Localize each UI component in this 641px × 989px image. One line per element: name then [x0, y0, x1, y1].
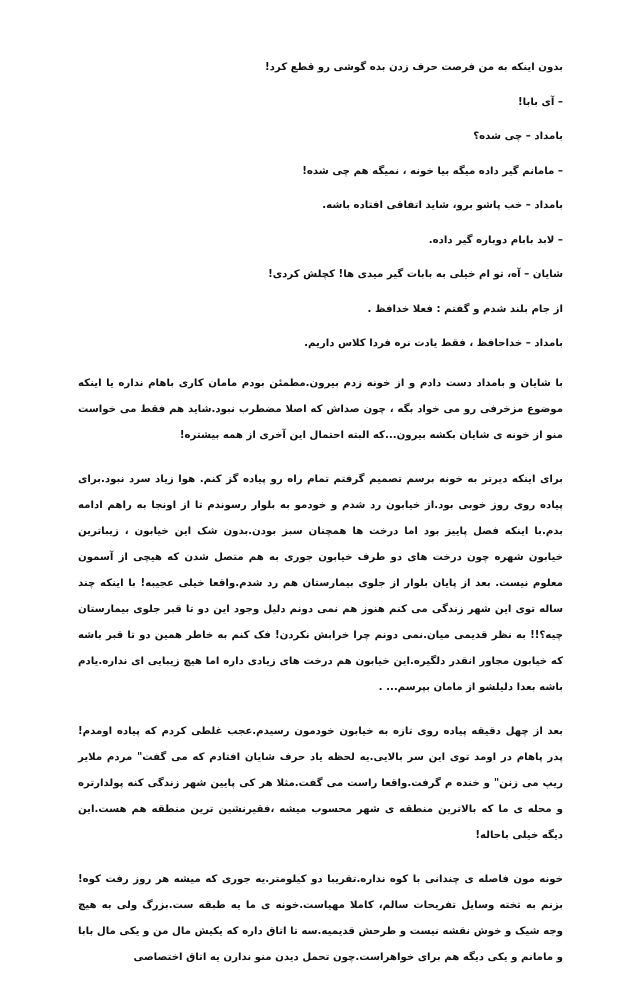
body-paragraph: برای اینکه دیرتر به خونه برسم تصمیم گرفتم تمام راه رو پیاده گز کنم. هوا زیاد سرد نبود.برای پیاده روی روز خوبی بود.از خیابون رد شدم و خودمو به بلوار رسوندم تا از اونجا به راهم ادامه بدم.با اینکه فصل پاییز بود اما درخت ها همچنان سبز بودن.بدون شک این خیابون ، زیباترین خیابون شهره چون درخت های دو طرف خیابون جوری به هم متصل شدن که هیچی از آسمون معلوم نیست. بعد از پایان بلوار از جلوی بیمارستان هم رد شدم.واقعا خیلی عجیبه! با اینکه چند ساله توی این شهر زندگی می کنم هنوز هم نمی دونم دلیل وجود این دو تا قبر جلوی بیمارستان چیه؟!! به نظر قدیمی میان.نمی دونم چرا خرابش نکردن! فک کنم به خاطر همین دو تا قبر باشه که خیابون مجاور انقدر دلگیره.این خیابون هم درخت های زیادی داره اما هیچ زیبایی ای نداره.یادم باشه بعدا دلیلشو از مامان بپرسم... .	[78, 473, 563, 693]
body-paragraph: خونه مون فاصله ی چندانی با کوه نداره.تقریبا دو کیلومتر.یه جوری که میشه هر روز رفت کوه! بزنم به تخته وسایل تفریحات سالم، کاملا مهیاست.خونه ی ما یه طبقه ست.بزرگ ولی به هیچ وجه شیک و خوش نقشه نیست و طرحش قدیمیه.سه تا اتاق داره که یکیش مال من و یکی مال بابا و مامانم و یکی دیگه هم برای خواهراست.چون تحمل دیدن منو ندارن یه اتاق اختصاصی	[78, 873, 563, 963]
dialogue-line: بامداد – خداحافظ ، فقط یادت نره فردا کلاس داریم.	[304, 338, 563, 349]
body-paragraph: با شایان و بامداد دست دادم و از خونه زدم بیرون.مطمئن بودم مامان کاری باهام نداره یا اینکه موضوع مزخرفی رو می خواد بگه ، چون صداش که اصلا مضطرب نبود.شاید هم فقط می خواست منو از خونه ی شایان بکشه بیرون...که البته احتمال این آخری از همه بیشتره!	[78, 377, 563, 441]
body-paragraph: بعد از چهل دقیقه پیاده روی تازه به خیابون خودمون رسیدم.عجب غلطی کردم که پیاده اومدم! پدر پاهام در اومد توی این سر بالایی.یه لحظه یاد حرف شایان افتادم که می گفت" مردم ملایر ریپ می زنن" و خنده م گرفت.واقعا راست می گفت.مثلا هر کی پایین شهر زندگی کنه پولدارتره و محله ی ما که بالاترین منطقه ی شهر محسوب میشه ،فقیرنشین ترین منطقه هم هست.این دیگه خیلی باحاله!	[78, 725, 563, 841]
dialogue-line: از جام بلند شدم و گفتم : فعلا خدافظ .	[367, 303, 563, 315]
dialogue-line: بامداد – خب پاشو برو، شاید اتفاقی افتاده باشه.	[322, 200, 563, 211]
dialogue-line: بامداد – چی شده؟	[473, 131, 563, 142]
dialogue-line: بدون اینکه به من فرصت حرف زدن بده گوشی رو قطع کرد!	[265, 62, 563, 73]
dialogue-line: – آی بابا!	[518, 96, 563, 108]
document-body	[78, 60, 563, 989]
dialogue-line: – لابد بابام دوباره گیر داده.	[428, 234, 563, 246]
dialogue-line: شایان – آه، تو ام خیلی به بابات گیر میدی ها! کچلش کردی!	[268, 269, 563, 280]
dialogue-line: – مامانم گیر داده میگه بیا خونه ، نمیگه هم چی شده!	[302, 165, 563, 177]
